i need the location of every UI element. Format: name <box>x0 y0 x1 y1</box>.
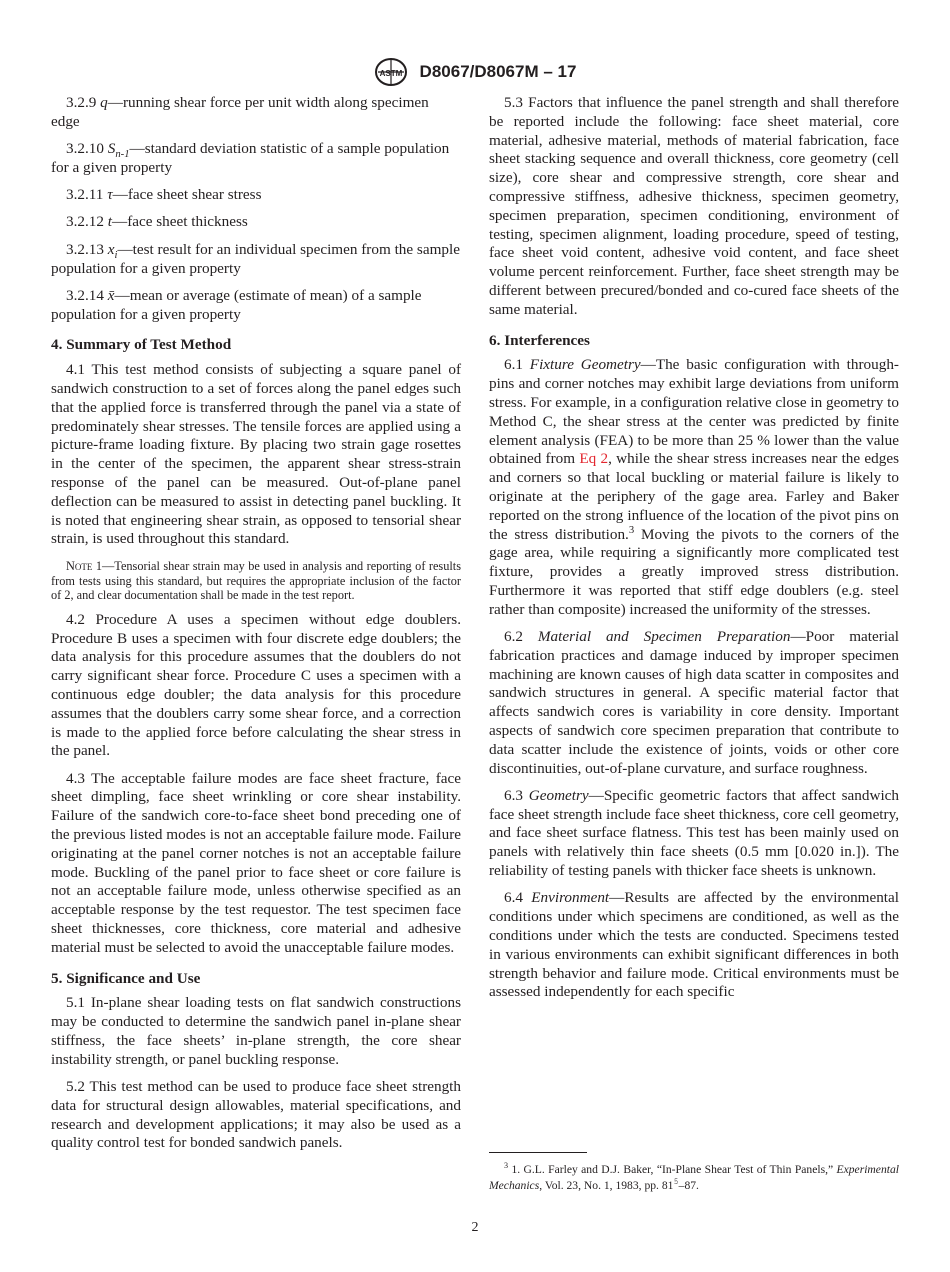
note-text: —Tensorial shear strain may be used in analysis and reporting of results from tests using this standard, but requires the appropriate inclusion of the factor of 2, and clear documentation shall be made in the test report. <box>51 559 461 603</box>
eq-2-link[interactable]: Eq 2 <box>579 450 609 468</box>
paragraph-6-1: 6.1 Fixture Geometry—The basic configuration with through-pins and corner notches may exhibit large deviations from uniform stress. For example, in a configuration relative close in geometry to Method C, the shear stress at the center was predicted by finite element analysis (FEA) to be more than 25 % lower than the value obtained from Eq 2, while the shear stress increases near the edges and corners so that local buckling or material failure is likely to originate at the periphery of the gage area. Farley and Baker reported on the strong influence of the location of the pivot pins on the stress distribution.$^3$ Moving the pivots to the corners of the gage area, while requiring a significantly more complicated test fixture, provides a greatly improved stress distribution. Furthermore it was reported that stiff edge doublers (e.g. steel rather than composite) increased the uniformity of the stresses. <box>489 356 899 618</box>
section-6-heading: 6. Interferences <box>489 331 590 349</box>
paragraph-4-2: 4.2 Procedure A uses a specimen without edge doublers. Procedure B uses a specimen with four discrete edge doublers; the data analysis for this procedure assumes that the doublers do not carry significant shear force. Procedure C uses a specimen with a continuous edge doubler; the data analysis for this procedure assumes that the doublers carry some shear force, and a correction is made to the applied force before calculating the shear stress in the panel. <box>51 610 461 760</box>
note-1 <box>51 559 461 603</box>
paragraph-5-1: 5.1 In-plane shear loading tests on flat sandwich constructions may be conducted to determine the sandwich panel in-plane shear stiffness, the face sheets’ in-plane strength, the core shear instability strength, or panel buckling response. <box>51 994 461 1068</box>
section-5-heading: 5. Significance and Use <box>51 969 201 987</box>
paragraph-5-2: 5.2 This test method can be used to produce face sheet strength data for structural design allowables, material specifications, and research and development applications; it may also be used as a quality control test for bonded sandwich panels. <box>51 1078 461 1152</box>
definition-item: 3.2.9 q—running shear force per unit width along specimen edge <box>51 94 429 130</box>
paragraph-4-3: 4.3 The acceptable failure modes are face sheet fracture, face sheet dimpling, face sheet wrinkling or core shear instability. Failure of the sandwich core-to-face sheet bond preceding one of the previous listed modes is not an acceptable failure mode. Failure originating at the panel corner notches is not an acceptable failure mode. Buckling of the panel prior to face sheet or core failure is not an acceptable failure mode, unless otherwise specified as an acceptable response by the test requestor. The test specimen face sheet thicknesses, core thickness, core material and adhesive material must be selected to avoid the unacceptable failure modes. <box>51 769 461 956</box>
footnote-ref: 3 <box>628 524 635 536</box>
definition-item: 3.2.14 x̄—mean or average (estimate of mean) of a sample population for a given property <box>51 286 422 323</box>
page-header <box>0 57 950 87</box>
astm-logo-icon <box>374 57 408 87</box>
paragraph-6-2: 6.2 Material and Specimen Preparation—Poor material fabrication practices and damage induced by improper specimen machining are known causes of high data scatter in composites and sandwich structures in general. A specific material factor that affects sandwich cores is variability in core density. Important aspects of sandwich core specimen preparation that contribute to data scatter include the existence of joints, voids or other core discontinuities, out-of-plane curvature, and surface roughness. <box>489 628 899 777</box>
footnote-divider <box>489 1152 587 1153</box>
definition-item: 3.2.10 $S_{n-1}—standard$ deviation statistic of a sample population for a given property <box>51 140 450 176</box>
note-label: Note 1 <box>66 559 102 574</box>
standard-designation: D8067/D8067M – 17 <box>419 62 577 81</box>
fixture-geometry-title: Fixture Geometry <box>529 356 641 374</box>
right-column <box>489 94 899 1011</box>
paragraph-6-3: 6.3 Geometry—Specific geometric factors that affect sandwich face sheet strength include face sheet thickness, core cell geometry, and face sheet surface flatness. This test has been mainly used on panels with relatively thin face sheets (0.5 mm [0.020 in.]). The reliability of testing panels with thicker face sheets is unknown. <box>489 786 900 880</box>
left-column <box>51 94 461 1153</box>
paragraph-6-4: 6.4 Environment—Results are affected by the environmental conditions under which specimens are conditioned, as well as the conditions under which the tests are conducted. Specimens tested in various environments can exhibit significant differences in both strength behavior and failure mode. Critical environments must be assessed independently for each specific <box>489 889 899 1001</box>
paragraph-5-3: 5.3 Factors that influence the panel strength and shall therefore be reported include the following: face sheet material, core material, adhesive material, methods of material fabrication, face sheet stacking sequence and overall thickness, core geometry (cell size), core shear and compressive strength, core shear and compressive stiffness, adhesive thickness, specimen geometry, specimen preparation, specimen conditioning, environment of testing, specimen alignment, loading procedure, speed of testing, face sheet void content, adhesive void content, and face sheet volume percent reinforcement. Further, face sheet strength may be different between precured/bonded and co-cured face sheets of the same material. <box>489 94 899 318</box>
definitions-list <box>51 94 461 324</box>
logo-text: ASTM <box>379 69 402 78</box>
page-number: 2 <box>471 1220 479 1235</box>
footnote-3: $^3$ 1. G.L. Farley and D.J. Baker, “In-Plane Shear Test of Thin Panels,” Experimental Mechanics, Vol. 23, No. 1, 1983, pp. $81^𝟻-87$. <box>489 1161 899 1192</box>
section-4-heading: 4. Summary of Test Method <box>51 336 232 354</box>
definition-item: 3.2.12 t—face sheet thickness <box>66 213 248 231</box>
definition-item: 3.2.13 $x_i—test$ result for an individual specimen from the sample population for a given property <box>51 240 460 277</box>
paragraph-4-1: 4.1 This test method consists of subjecting a square panel of sandwich construction to a set of forces along the panel edges such that the applied force is transferred through the panel via a state of predominately shear stresses. The tensile forces are applied using a picture-frame loading fixture. By placing two strain gage rosettes in the center of the specimen, the apparent shear stress-strain response of the panel can be measured. Out-of-plane panel deflection can be measured to assist in detecting panel buckling. It is noted that engineering shear strain, as opposed to tensorial shear strain, is used throughout this standard. <box>51 361 461 548</box>
definition-item: 3.2.11 τ—face sheet shear stress <box>66 186 262 204</box>
